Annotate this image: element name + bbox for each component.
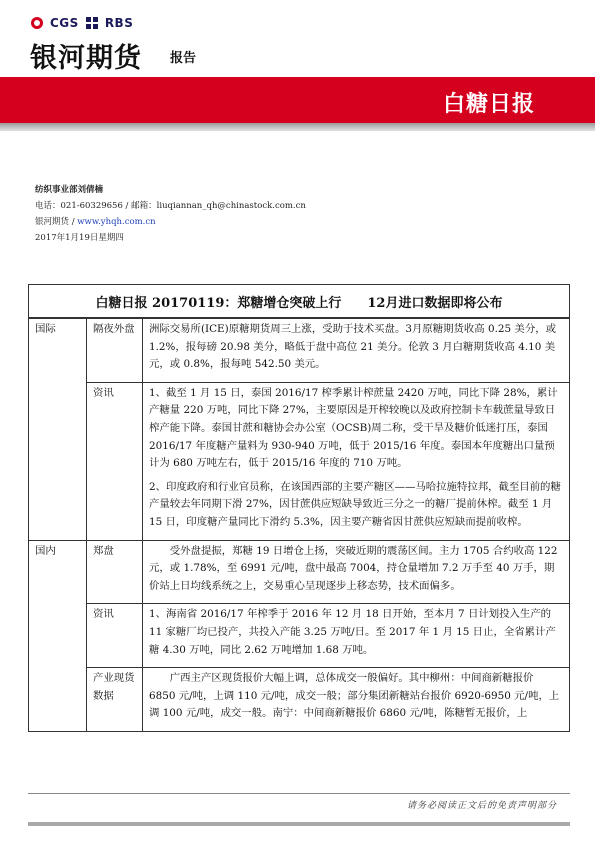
content-cell [143,604,570,668]
author-name: 纺织事业部刘倩楠 [35,185,104,195]
category-cell: 资讯 [87,382,143,540]
contact-line [35,199,306,211]
content-cell [143,319,570,383]
content-cell [143,668,570,732]
cgs-logo-icon [30,16,44,30]
content-paragraph: 洲际交易所(ICE)原糖期货周三上涨，受助于技术买盘。3月原糖期货收高 0.25 美分，或 1.2%，报每磅 20.98 美分，略低于盘中高位 21 美分。伦敦 3 月白糖期货收高 4.10 美元，或 0.8%，报每吨 542.50 美元。 [149,323,556,371]
logo-rbs-text: RBS [104,16,134,30]
disclaimer-note: 请务必阅读正文后的免责声明部分 [406,801,557,811]
report-title: 白糖日报 20170119：郑糖增仓突破上行 12月进口数据即将公布 [28,284,570,318]
report-label: 报告 [170,51,197,66]
company-prefix: 银河期货 / [35,217,78,227]
logo-cgs-text: CGS [50,16,79,30]
content-paragraph: 2、印度政府和行业官员称，在该国西部的主要产糖区——马哈拉施特拉邦，截至目前的糖产量较去年同期下滑 27%，因甘蔗供应短缺导致近三分之一的糖厂提前休榨。截至 1 月 15 日，印度糖产量同比下滑约 5.3%，因主要产糖省因甘蔗供应短缺而提前收榨。 [149,480,561,528]
table-row [29,319,570,383]
content-table [28,318,570,732]
category-cell: 产业现货数据 [87,668,143,732]
footer-divider [28,793,570,794]
contact-prefix: 电话：021-60329656 / 邮箱： [35,201,157,211]
content-paragraph: 受外盘提振，郑糖 19 日增仓上扬，突破近期的震荡区间。主力 1705 合约收高 122 元，或 1.78%，至 6991 元/吨，盘中最高 7004，持仓量增加 7.2 万手至 40 万手，期价站上日均线系统之上，交易重心呈现逐步上移态势，技术面偏多。 [149,544,558,592]
report-date: 2017年1月19日星期四 [35,233,124,243]
table-row [29,668,570,732]
brand-name: 银河期货 [30,43,142,74]
category-cell: 郑盘 [87,540,143,604]
table-row [29,540,570,604]
region-cell: 国内 [29,540,87,731]
content-cell [143,540,570,604]
category-cell: 资讯 [87,604,143,668]
content-paragraph: 1、海南省 2016/17 年榨季于 2016 年 12 月 18 日开始，至本月 7 日计划投入生产的 11 家糖厂均已投产，共投入产能 3.25 万吨/日。至 2017 年 1 月 15 日止，全省累计产糖 4.30 万吨，同比 2.62 万吨增加 1.68 万吨。 [149,608,556,656]
footer-bar [28,822,570,826]
table-row [29,604,570,668]
banner-title: 白糖日报 [442,92,535,117]
banner-shadow [0,123,595,131]
region-cell: 国际 [29,319,87,541]
logo-row [30,14,133,32]
content-paragraph: 广西主产区现货报价大幅上调，总体成交一般偏好。其中柳州：中间商新糖报价 6850 元/吨，上调 110 元/吨，成交一般；部分集团新糖站台报价 6920-6950 元/吨，上调 100 元/吨，成交一般。南宁：中间商新糖报价 6860 元/吨，陈糖暂无报价，上 [149,672,560,720]
title-banner [0,77,595,123]
category-cell: 隔夜外盘 [87,319,143,383]
content-paragraph: 1、截至 1 月 15 日，泰国 2016/17 榨季累计榨蔗量 2420 万吨，同比下降 28%，累计产糖量 220 万吨，同比下降 27%，主要原因是开榨较晚以及政府控制卡车载蔗量导致日榨产能下降。泰国甘蔗和糖协会办公室（OCSB)周二称，受干旱及糖价低迷打压，泰国 2016/17 年度糖产量料为 930-940 万吨，低于 2015/16 年度。泰国本年度糖出口量预计为 680 万吨左右，低于 2015/16 年度的 710 万吨。 [149,386,558,470]
email-address: liuqiannan_qh@chinastock.com.cn [156,201,306,211]
rbs-logo-icon [85,16,99,30]
table-row [29,382,570,540]
website-link[interactable]: www.yhqh.com.cn [77,217,156,227]
company-line [35,215,156,227]
content-cell [143,382,570,540]
